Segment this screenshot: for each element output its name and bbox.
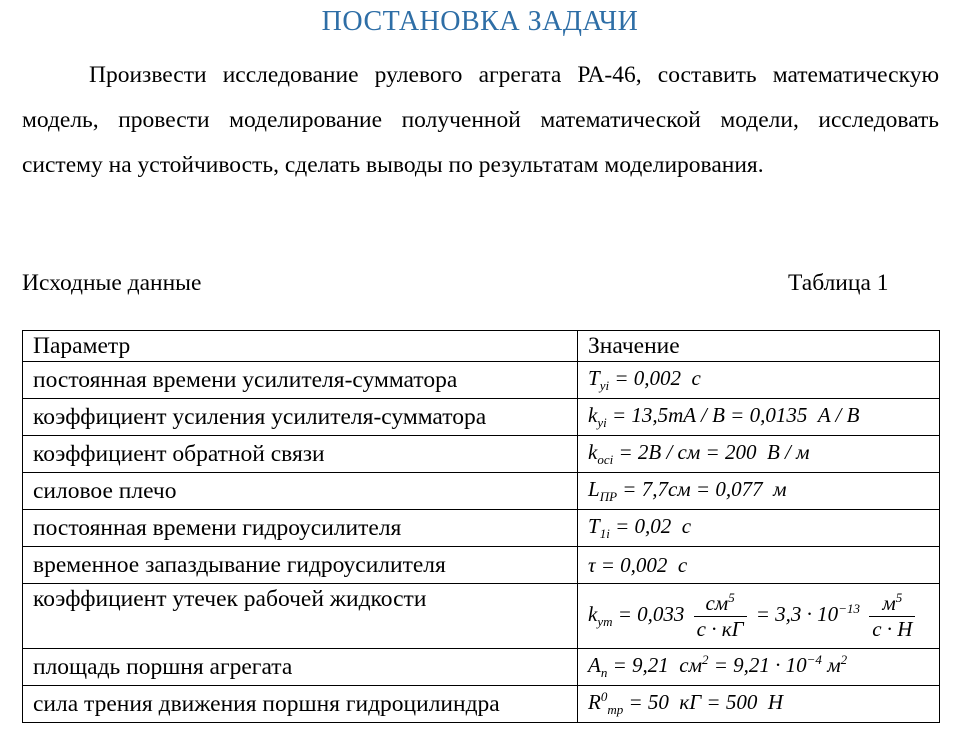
value-cell: $T_{1i} = 0,02$ c bbox=[578, 510, 940, 547]
value-cell: $R^0_{mp} = 50$ кГ = 500 Н bbox=[578, 686, 940, 723]
param-cell: временное запаздывание гидроусилителя bbox=[23, 547, 578, 584]
table-row bbox=[23, 436, 940, 473]
table-row bbox=[23, 584, 940, 649]
param-cell: площадь поршня агрегата bbox=[23, 649, 578, 686]
value-cell: τ = 0,002 c bbox=[578, 547, 940, 584]
table-caption-right: Таблица 1 bbox=[788, 270, 889, 296]
parameters-table bbox=[22, 330, 940, 723]
header-param: Параметр bbox=[23, 331, 578, 362]
table-row bbox=[23, 547, 940, 584]
table-row bbox=[23, 510, 940, 547]
param-cell: силовое плечо bbox=[23, 473, 578, 510]
table-row bbox=[23, 399, 940, 436]
param-cell: коэффициент усиления усилителя-сумматора bbox=[23, 399, 578, 436]
table-row bbox=[23, 649, 940, 686]
table-header-row bbox=[23, 331, 940, 362]
header-value: Значение bbox=[578, 331, 940, 362]
value-cell: $T_{yi} = 0,002$ c bbox=[578, 362, 940, 399]
value-cell: $k_{ym} = 0,033$ $\frac{см^5}{с \cdot кГ}$ = $3,3 \cdot 10^{-13}$ $\frac{м^5}{с \cdot Н}$ bbox=[578, 584, 940, 649]
table-row bbox=[23, 362, 940, 399]
value-cell: $L_{ПР} = 7,7см = 0,077$ м bbox=[578, 473, 940, 510]
param-cell: постоянная времени гидроусилителя bbox=[23, 510, 578, 547]
param-cell: коэффициент обратной связи bbox=[23, 436, 578, 473]
value-cell: $k_{oci} = 2B$ / см = 200 B / м bbox=[578, 436, 940, 473]
value-cell: $A_n = 9,21$ $см^2 = 9,21 \cdot 10^{-4}$ $м^2$ bbox=[578, 649, 940, 686]
task-paragraph bbox=[22, 53, 939, 188]
task-paragraph-text: Произвести исследование рулевого агрегата РА-46, составить математическую модель, провести моделирование полученной математической модели, исследовать систему на устойчивость, сделать выводы по результатам моделирования. bbox=[22, 62, 939, 178]
value-cell: $k_{yi} = 13,5mA / B = 0,0135$ A / B bbox=[578, 399, 940, 436]
param-cell: постоянная времени усилителя-сумматора bbox=[23, 362, 578, 399]
param-cell: коэффициент утечек рабочей жидкости bbox=[23, 584, 578, 649]
param-cell: сила трения движения поршня гидроцилиндра bbox=[23, 686, 578, 723]
table-caption-left: Исходные данные bbox=[22, 270, 202, 296]
table-row bbox=[23, 473, 940, 510]
page-title: ПОСТАНОВКА ЗАДАЧИ bbox=[321, 6, 639, 37]
table-row bbox=[23, 686, 940, 723]
